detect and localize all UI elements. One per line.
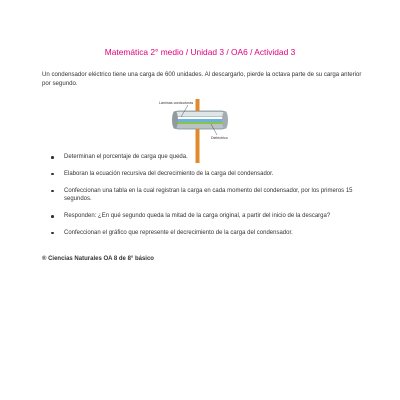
task-item: Confeccionan una tabla en la cual registran la carga en cada momento del condensador, por los primeros 15 segundos. — [50, 187, 360, 204]
task-item: Confeccionan el gráfico que represente el decrecimiento de la carga del condensador. — [50, 229, 360, 237]
label-plates: Láminas conductoras — [159, 101, 194, 105]
label-dielectric: Dieléctrico — [211, 136, 228, 140]
task-item: Elaboran la ecuación recursiva del decrecimiento de la carga del condensador. — [50, 170, 360, 178]
page-title: Matemática 2° medio / Unidad 3 / OA6 / Actividad 3 — [104, 47, 296, 57]
task-list — [50, 153, 360, 246]
dielectric-band — [175, 119, 225, 122]
plate-top — [175, 117, 225, 119]
plate-bottom — [175, 122, 225, 124]
lead-top — [196, 99, 200, 111]
section-heading: ® Ciencias Naturales OA 8 de 8° básico — [42, 256, 154, 262]
body-highlight — [175, 112, 225, 116]
body-end-left — [172, 111, 178, 129]
body-end-right — [222, 111, 228, 129]
intro-paragraph: Un condensador eléctrico tiene una carga de 600 unidades. Al descargarlo, pierde la octava parte de su carga anterior por segundo. — [42, 71, 362, 87]
task-item: Determinan el porcentaje de carga que queda. — [50, 153, 360, 161]
task-item: Responden: ¿En qué segundo queda la mitad de la carga original, a partir del inicio de la descarga? — [50, 212, 360, 220]
